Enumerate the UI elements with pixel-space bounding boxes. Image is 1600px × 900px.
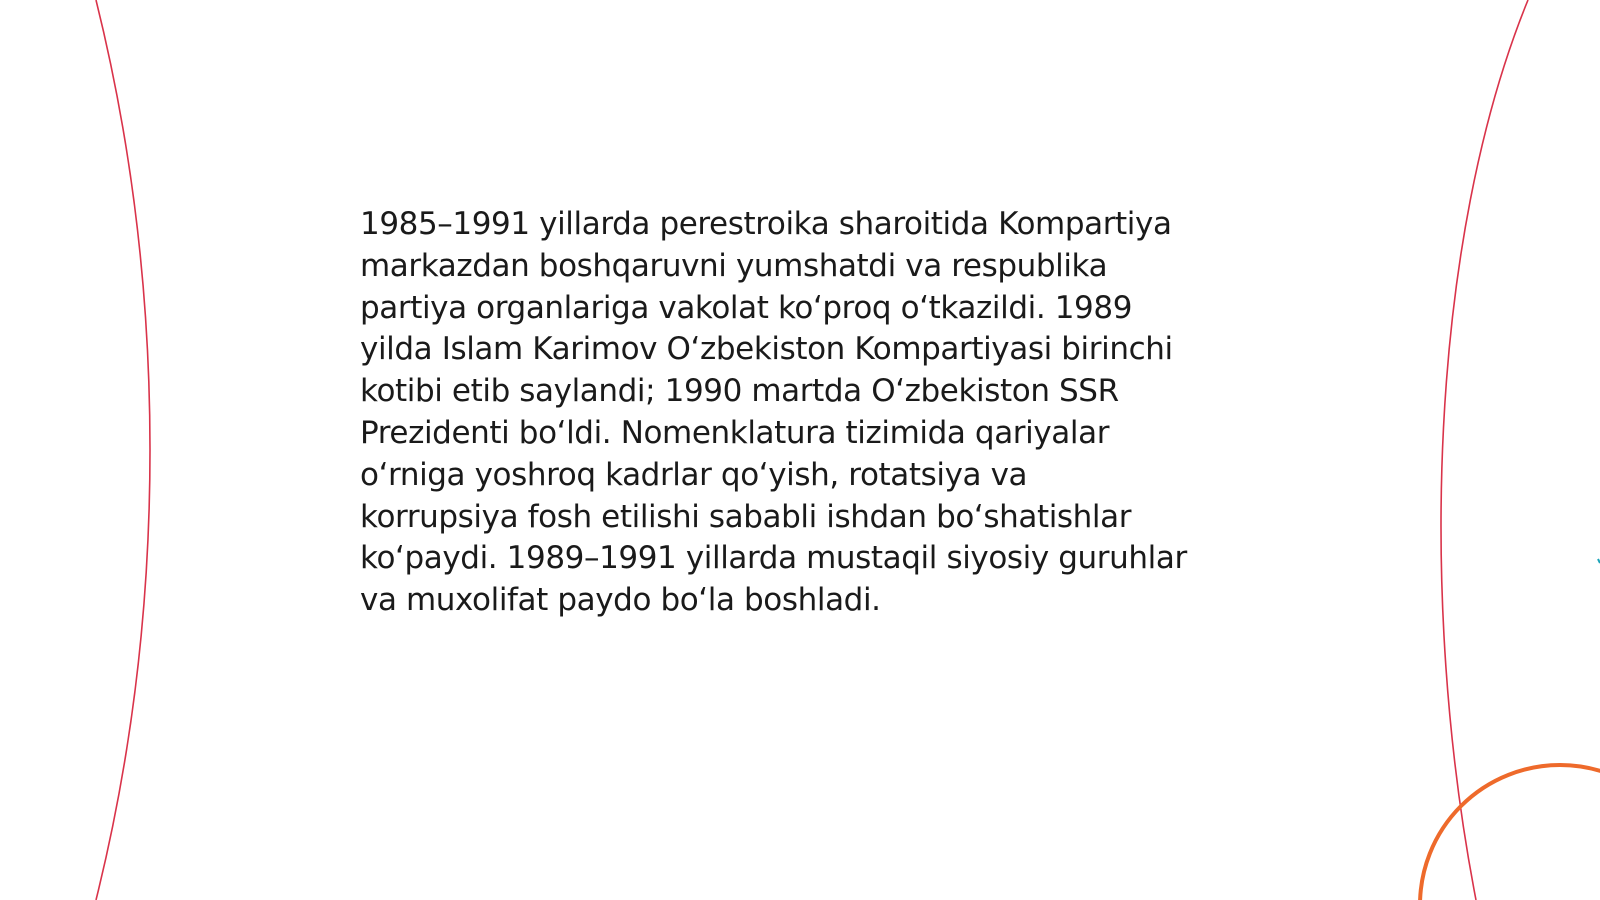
right-red-arc bbox=[1441, 0, 1528, 900]
left-red-arc bbox=[96, 0, 150, 900]
slide-body-text: 1985–1991 yillarda perestroika sharoitida Kompartiya markazdan boshqaruvni yumshatdi va respublika partiya organlariga vakolat koʻproq oʻtkazildi. 1989 yilda Islam Karimov Oʻzbekiston Kompartiyasi birinchi kotibi etib saylandi; 1990 martda Oʻzbekiston SSR Prezidenti boʻldi. Nomenklatura tizimida qariyalar oʻrniga yoshroq kadrlar qoʻyish, rotatsiya va korrupsiya fosh etilishi sababli ishdan boʻshatishlar koʻpaydi. 1989–1991 yillarda mustaqil siyosiy guruhlar va muxolifat paydo boʻla boshladi. bbox=[360, 206, 1187, 619]
orange-ring bbox=[1420, 765, 1600, 900]
